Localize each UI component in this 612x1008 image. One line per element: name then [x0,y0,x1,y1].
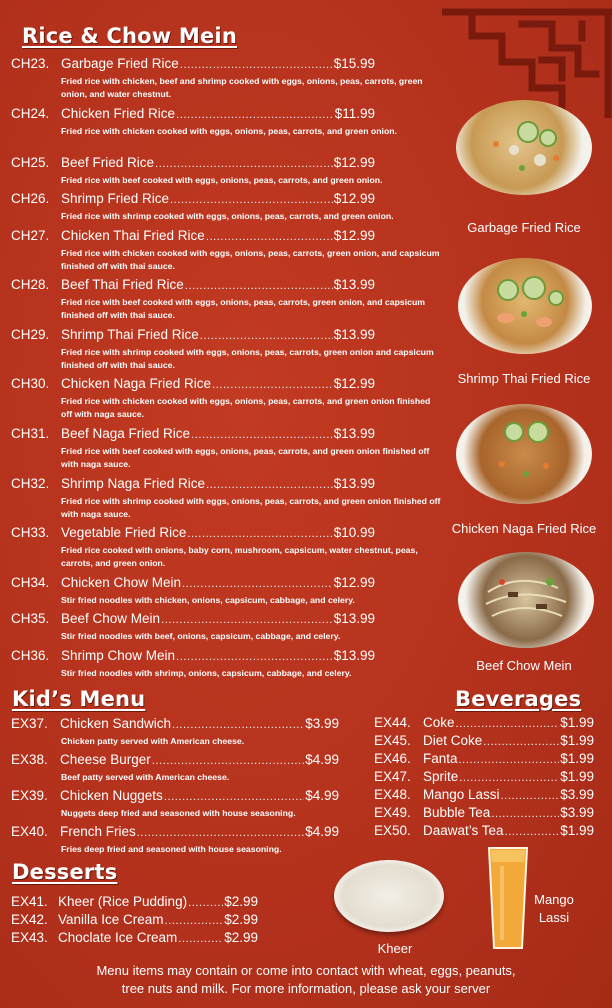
menu-item-code: EX41. [11,894,48,909]
menu-item-row [11,228,375,243]
photo-shrimp-thai-fried-rice [458,258,592,354]
menu-item-code: CH30. [11,376,50,391]
menu-item [11,575,375,607]
menu-item-price: $13.99 [333,648,375,663]
menu-item-name: Diet Coke [423,733,483,748]
menu-item-row [374,751,594,766]
menu-item [374,733,594,748]
menu-item-price: $2.99 [224,912,258,927]
lassi-caption-line2: Lassi [538,910,570,925]
menu-item [374,787,594,802]
menu-item [11,106,397,138]
menu-item-name: Shrimp Fried Rice [61,191,170,206]
menu-item-name: Shrimp Chow Mein [61,648,176,663]
menu-item-name: Chicken Nuggets [60,788,163,803]
menu-item-row [11,376,375,391]
menu-item-name: Beef Thai Fried Rice [61,277,184,292]
leader-dots [172,719,304,731]
leader-dots [164,791,304,803]
menu-item-description: Fried rice with beef cooked with eggs, onions, peas, carrots, green onion, and capsicum finished off with thai sauce. [61,297,425,320]
menu-item-code: CH32. [11,476,50,491]
menu-item [11,611,375,643]
leader-dots [459,772,559,784]
photo-caption: Beef Chow Mein [476,658,572,673]
leader-dots [137,827,304,839]
menu-item-row [11,426,375,441]
menu-item [11,788,339,820]
fried-rice-photo-icon [456,100,592,195]
menu-item-code: EX40. [11,824,48,839]
photo-caption: Garbage Fried Rice [467,220,581,235]
menu-item-code: CH29. [11,327,50,342]
lassi-caption [530,891,578,927]
menu-item-description: Fried rice with chicken cooked with eggs, onions, peas, carrots, and green onion. [61,126,397,136]
menu-item-price: $1.99 [560,769,594,784]
menu-item-row [374,769,594,784]
menu-item-code: CH25. [11,155,50,170]
menu-item-code: CH33. [11,525,50,540]
rice-section-title: Rice & Chow Mein [22,24,237,48]
menu-item-price: $1.99 [560,751,594,766]
menu-item-price: $12.99 [333,376,375,391]
menu-item [11,426,430,471]
beverages-section-title: Beverages [455,687,582,711]
menu-item [11,155,383,187]
leader-dots [180,59,333,71]
menu-item-row [11,611,375,626]
menu-item-name: Fanta [423,751,458,766]
menu-item-name: Cheese Burger [60,752,151,767]
menu-item-row [11,648,375,663]
menu-item-name: Vanilla Ice Cream [58,912,164,927]
menu-item-name: Chicken Thai Fried Rice [61,228,205,243]
mango-lassi-glass-icon [486,846,530,952]
menu-item-row [11,56,375,71]
menu-item-code: CH27. [11,228,50,243]
menu-item-code: CH23. [11,56,50,71]
menu-item-row [11,824,339,839]
photo-garbage-fried-rice [456,100,592,195]
menu-item-code: CH24. [11,106,50,121]
menu-item-description: Fried rice with chicken cooked with eggs, onions, peas, carrots, and green onion finished off with naga sauce. [61,396,431,419]
chow-mein-photo-icon [458,552,594,648]
menu-item-row [11,277,375,292]
leader-dots [200,330,333,342]
menu-item-price: $11.99 [334,106,375,121]
menu-item-code: EX46. [374,751,411,766]
desserts-section-title: Desserts [12,860,118,884]
menu-item-name: Beef Chow Mein [61,611,161,626]
menu-item [11,476,441,521]
menu-item-row [11,575,375,590]
menu-item-code: CH36. [11,648,50,663]
menu-item-row [11,930,258,945]
menu-item-name: Shrimp Naga Fried Rice [61,476,206,491]
menu-item-name: Beef Naga Fried Rice [61,426,191,441]
menu-item [374,823,594,838]
menu-item [11,752,339,784]
leader-dots [187,528,332,540]
menu-item-description: Stir fried noodles with shrimp, onions, capsicum, cabbage, and celery. [61,668,352,678]
menu-item-code: CH26. [11,191,50,206]
menu-item-name: Coke [423,715,455,730]
menu-item-description: Fried rice with shrimp cooked with eggs, onions, peas, carrots, and green onion finished off with naga sauce. [61,496,441,519]
menu-item-row [11,716,339,731]
menu-item-code: EX49. [374,805,411,820]
leader-dots [459,754,560,766]
leader-dots [155,158,333,170]
leader-dots [152,755,304,767]
leader-dots [165,915,224,927]
leader-dots [212,379,333,391]
menu-item-row [11,894,258,909]
leader-dots [505,826,560,838]
menu-item-code: CH35. [11,611,50,626]
menu-item-code: EX37. [11,716,48,731]
menu-item-row [11,476,375,491]
leader-dots [491,808,559,820]
menu-item-row [11,155,375,170]
menu-item-name: Mango Lassi [423,787,500,802]
menu-item-row [11,788,339,803]
menu-item [11,930,258,945]
menu-item [374,805,594,820]
menu-item-price: $3.99 [305,716,339,731]
menu-item-description: Fried rice with chicken, beef and shrimp cooked with eggs, onions, peas, carrots, green onion, and water chestnut. [61,76,423,99]
menu-item-code: EX39. [11,788,48,803]
leader-dots [178,933,223,945]
menu-item-description: Fried rice with beef cooked with eggs, onions, peas, carrots, and green onion. [61,175,383,185]
menu-item-price: $3.99 [560,787,594,802]
menu-item-code: CH34. [11,575,50,590]
allergy-notice [0,962,612,998]
menu-item-row [11,752,339,767]
menu-item-name: Chicken Naga Fried Rice [61,376,212,391]
kids-section-title: Kid’s Menu [12,687,146,711]
menu-item-row [11,525,375,540]
menu-item [11,648,375,680]
menu-item-code: EX44. [374,715,411,730]
leader-dots [170,194,333,206]
menu-item-code: CH28. [11,277,50,292]
menu-item-price: $2.99 [224,894,258,909]
menu-item-price: $12.99 [333,191,375,206]
fried-rice-photo-icon [456,404,592,504]
menu-item-name: Kheer (Rice Pudding) [58,894,188,909]
menu-item-row [374,715,594,730]
menu-item [11,191,394,223]
menu-item-price: $13.99 [333,611,375,626]
menu-item-name: Chicken Fried Rice [61,106,176,121]
menu-item [11,912,258,927]
photo-caption: Shrimp Thai Fried Rice [457,371,591,386]
menu-item-name: French Fries [60,824,136,839]
menu-item-price: $15.99 [333,56,375,71]
menu-item-price: $12.99 [333,228,375,243]
menu-item-description: Chicken patty served with American cheese. [61,736,245,746]
menu-item-row [11,327,375,342]
menu-item-name: Garbage Fried Rice [61,56,179,71]
menu-item-name: Shrimp Thai Fried Rice [61,327,199,342]
menu-item-price: $13.99 [333,426,375,441]
menu-item-price: $1.99 [560,823,594,838]
menu-item-name: Bubble Tea [423,805,491,820]
leader-dots [188,897,223,909]
lassi-caption-line1: Mango [534,892,574,907]
menu-item-description: Stir fried noodles with beef, onions, capsicum, cabbage, and celery. [61,631,341,641]
leader-dots [182,578,333,590]
menu-item-description: Fried rice with chicken cooked with eggs, onions, peas, carrots, green onion, and capsicum finished off with thai sauce. [61,248,440,271]
menu-item-name: Choclate Ice Cream [58,930,178,945]
menu-item-code: EX43. [11,930,48,945]
leader-dots [176,651,333,663]
menu-item-price: $4.99 [305,752,339,767]
menu-item-description: Beef patty served with American cheese. [61,772,230,782]
menu-item-name: Sprite [423,769,459,784]
menu-item-name: Vegetable Fried Rice [61,525,187,540]
menu-item-price: $1.99 [560,715,594,730]
leader-dots [161,614,333,626]
menu-item-row [11,912,258,927]
menu-item-price: $1.99 [560,733,594,748]
menu-item [11,376,431,421]
menu-item [11,716,339,748]
menu-item-description: Nuggets deep fried and seasoned with house seasoning. [61,808,296,818]
menu-item-code: CH31. [11,426,50,441]
menu-item-row [374,823,594,838]
menu-item [11,894,258,909]
menu-item-description: Fried rice with shrimp cooked with eggs, onions, peas, carrots, green onion and capsicum finished off with thai sauce. [61,347,434,370]
allergy-notice-line2: tree nuts and milk. For more information, please ask your server [121,981,491,996]
leader-dots [483,736,559,748]
menu-item-name: Daawat’s Tea [423,823,504,838]
menu-item-description: Fried rice cooked with onions, baby corn, mushroom, capsicum, water chestnut, peas, carrots, and green onion. [61,545,418,568]
menu-item-price: $13.99 [333,277,375,292]
leader-dots [176,109,334,121]
menu-item-row [374,787,594,802]
menu-item-price: $13.99 [333,327,375,342]
menu-item-price: $2.99 [224,930,258,945]
menu-item [11,525,418,570]
menu-item [11,327,434,372]
menu-item-row [374,805,594,820]
kheer-caption: Kheer [377,941,413,956]
leader-dots [456,718,560,730]
photo-chicken-naga-fried-rice [456,404,592,504]
leader-dots [501,790,560,802]
leader-dots [191,429,333,441]
menu-item-code: EX47. [374,769,411,784]
menu-item-price: $4.99 [305,788,339,803]
menu-item [11,824,339,856]
fried-rice-photo-icon [458,258,592,354]
menu-item-description: Fried rice with shrimp cooked with eggs, onions, peas, carrots, and green onion. [61,211,394,221]
leader-dots [206,231,333,243]
menu-item-code: EX50. [374,823,411,838]
menu-item-price: $12.99 [333,155,375,170]
menu-item [11,56,423,101]
menu-item [374,715,594,730]
menu-item-row [11,191,375,206]
menu-item-name: Chicken Sandwich [60,716,172,731]
photo-beef-chow-mein [458,552,594,648]
menu-item-name: Beef Fried Rice [61,155,155,170]
photo-caption: Chicken Naga Fried Rice [451,521,597,536]
menu-item-code: EX42. [11,912,48,927]
menu-item-price: $13.99 [333,476,375,491]
menu-item-description: Fried rice with beef cooked with eggs, onions, peas, carrots, and green onion finished off with naga sauce. [61,446,430,469]
menu-item-code: EX38. [11,752,48,767]
menu-item-price: $12.99 [333,575,375,590]
menu-item-price: $3.99 [560,805,594,820]
menu-item-price: $4.99 [305,824,339,839]
leader-dots [185,280,333,292]
menu-item-row [374,733,594,748]
menu-item-code: EX48. [374,787,411,802]
menu-item-name: Chicken Chow Mein [61,575,182,590]
menu-item-price: $10.99 [333,525,375,540]
menu-item [11,228,440,273]
menu-item-row [11,106,375,121]
allergy-notice-line1: Menu items may contain or come into contact with wheat, eggs, peanuts, [96,963,516,978]
menu-item-description: Stir fried noodles with chicken, onions, capsicum, cabbage, and celery. [61,595,355,605]
menu-item-code: EX45. [374,733,411,748]
menu-item [374,751,594,766]
menu-item [374,769,594,784]
menu-item-description: Fries deep fried and seasoned with house seasoning. [61,844,282,854]
menu-item [11,277,425,322]
kheer-photo [334,860,444,932]
leader-dots [206,479,333,491]
